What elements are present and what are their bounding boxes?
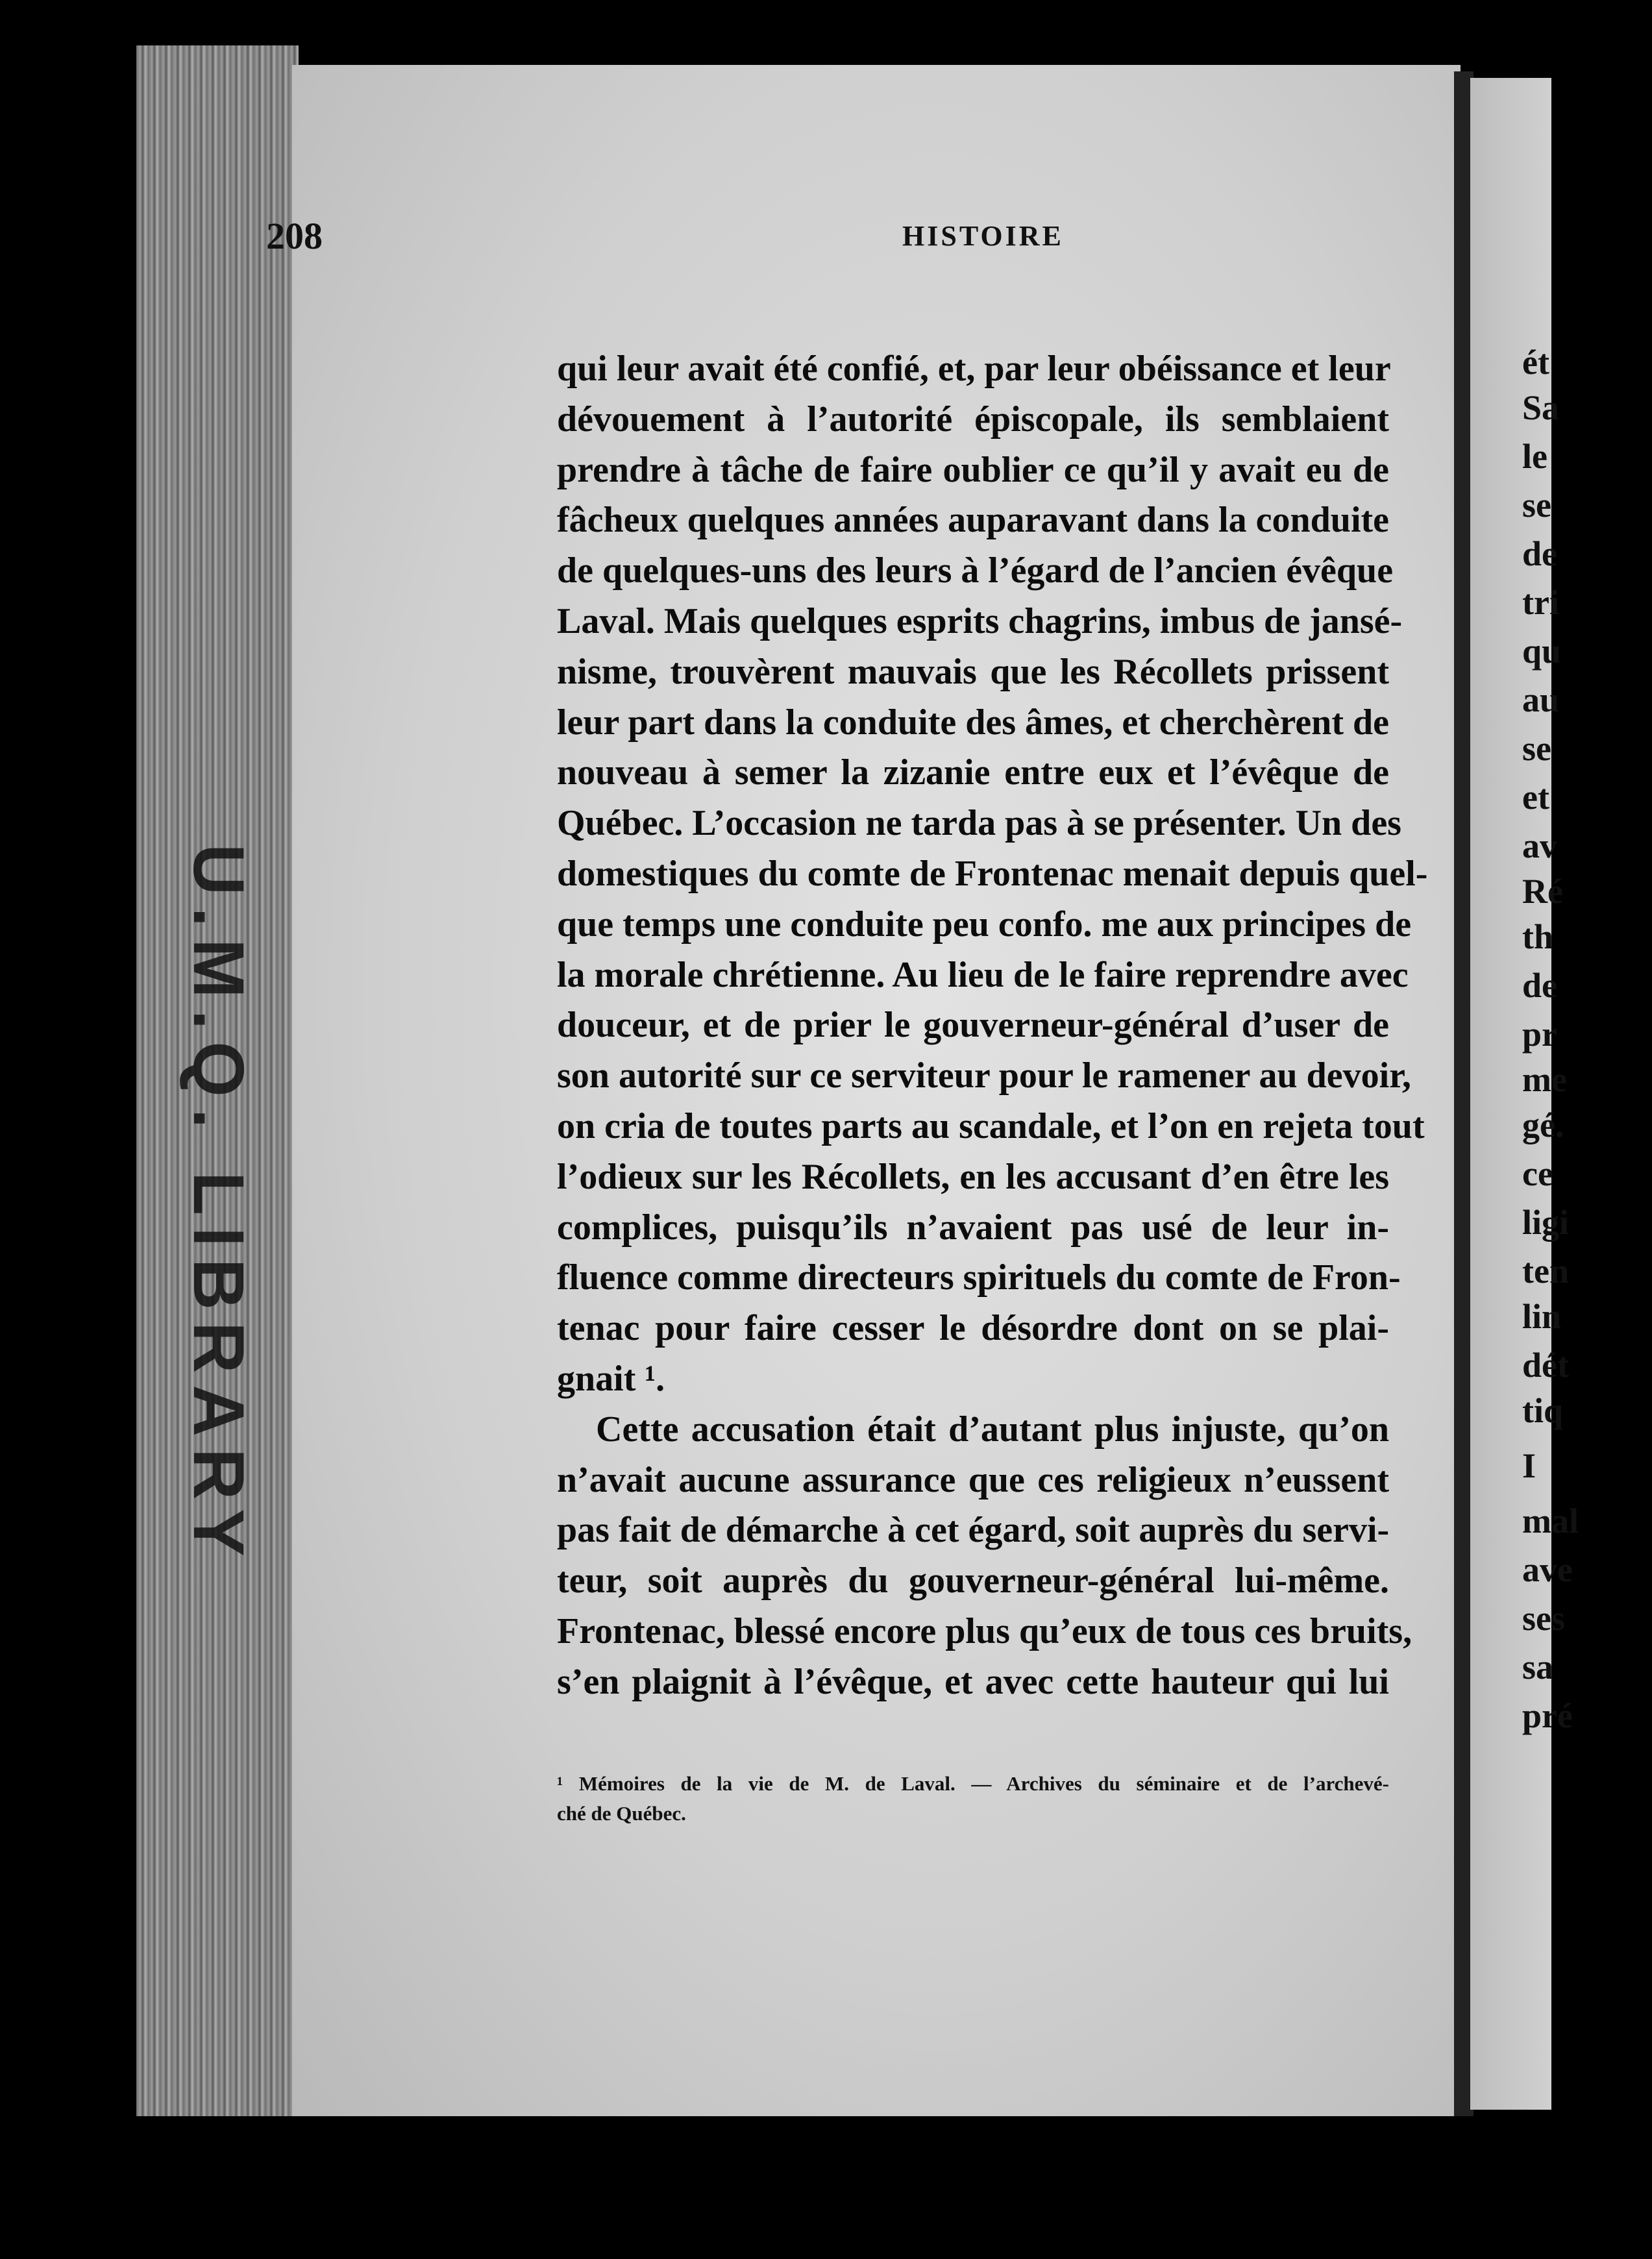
text-line: qui leur avait été confié, et, par leur obéissance et leur bbox=[557, 349, 1391, 389]
facing-page-line: ce bbox=[1522, 1154, 1553, 1193]
body-text bbox=[557, 344, 1428, 1708]
text-line: s’en plaignit à l’évêque, et avec cette hauteur qui lui bbox=[557, 1661, 1389, 1702]
facing-page-line: et bbox=[1522, 778, 1549, 817]
facing-page-line: qu bbox=[1522, 632, 1562, 671]
facing-page-line: Sa bbox=[1522, 388, 1560, 427]
facing-page-line: au bbox=[1522, 680, 1560, 719]
text-line: gnait ¹. bbox=[557, 1358, 665, 1399]
text-line: fâcheux quelques années auparavant dans la conduite bbox=[557, 500, 1390, 541]
footnote bbox=[557, 1769, 1389, 1829]
text-line: pas fait de démarche à cet égard, soit auprès du servi- bbox=[557, 1510, 1390, 1551]
facing-page-line: ave bbox=[1522, 1550, 1573, 1589]
text-line: n’avait aucune assurance que ces religieux n’eussent bbox=[557, 1459, 1389, 1500]
text-line: Cette accusation était d’autant plus injuste, qu’on bbox=[596, 1409, 1389, 1450]
facing-page-line: ten bbox=[1522, 1252, 1569, 1290]
text-line: douceur, et de prier le gouverneur-général d’user de bbox=[557, 1005, 1389, 1046]
text-line: Québec. L’occasion ne tarda pas à se présenter. Un des bbox=[557, 803, 1401, 844]
text-line: que temps une conduite peu confo. me aux principes de bbox=[557, 904, 1412, 944]
text-line: son autorité sur ce serviteur pour le ramener au devoir, bbox=[557, 1055, 1411, 1096]
footnote-line: ¹ Mémoires de la vie de M. de Laval. — Archives du séminaire et de l’archevé- bbox=[557, 1772, 1389, 1795]
facing-page-line: lin bbox=[1522, 1297, 1562, 1336]
facing-page-line: gé. bbox=[1522, 1105, 1564, 1144]
running-head: HISTOIRE bbox=[902, 220, 1064, 252]
facing-page-line: ses bbox=[1522, 1599, 1565, 1638]
page-number: 208 bbox=[266, 215, 323, 257]
facing-page-line: pr bbox=[1522, 1015, 1557, 1054]
text-line: la morale chrétienne. Au lieu de le faire reprendre avec bbox=[557, 954, 1409, 995]
text-line: prendre à tâche de faire oublier ce qu’il y avait eu de bbox=[557, 449, 1389, 490]
facing-page-line: de bbox=[1522, 534, 1557, 573]
text-line: Laval. Mais quelques esprits chagrins, imbus de jansé- bbox=[557, 600, 1403, 641]
facing-page-line: ét bbox=[1522, 343, 1549, 382]
text-line: nouveau à semer la zizanie entre eux et l’évêque de bbox=[557, 752, 1389, 793]
text-line: Frontenac, blessé encore plus qu’eux de tous ces bruits, bbox=[557, 1611, 1412, 1651]
facing-page-line: le bbox=[1522, 437, 1547, 476]
facing-page-line: I bbox=[1522, 1446, 1536, 1485]
text-line: tenac pour faire cesser le désordre dont on se plai- bbox=[557, 1308, 1389, 1349]
facing-page bbox=[1470, 78, 1579, 2110]
facing-page-line: se bbox=[1522, 729, 1551, 768]
footnote-line: ché de Québec. bbox=[557, 1802, 686, 1825]
facing-page-line: av bbox=[1522, 826, 1557, 865]
paragraph-2 bbox=[557, 1405, 1412, 1708]
facing-page-line: se bbox=[1522, 486, 1551, 525]
paragraph-1 bbox=[557, 344, 1428, 1405]
text-line: teur, soit auprès du gouverneur-général lui-même. bbox=[557, 1561, 1389, 1601]
text-line: dévouement à l’autorité épiscopale, ils semblaient bbox=[557, 399, 1389, 439]
facing-page-line: ligi bbox=[1522, 1203, 1570, 1242]
text-line: domestiques du comte de Frontenac menait depuis quel- bbox=[557, 853, 1428, 894]
facing-page-line: th bbox=[1522, 917, 1554, 956]
text-line: fluence comme directeurs spirituels du comte de Fron- bbox=[557, 1257, 1401, 1298]
library-stamp-text: U.M.Q. LIBRARY bbox=[179, 844, 258, 1568]
text-line: on cria de toutes parts au scandale, et l’on en rejeta tout bbox=[557, 1105, 1425, 1146]
text-line: nisme, trouvèrent mauvais que les Récollets prissent bbox=[557, 651, 1389, 692]
facing-page-line: dét bbox=[1522, 1346, 1569, 1385]
facing-page-line: Ré bbox=[1522, 872, 1563, 911]
facing-page-line: tiq bbox=[1522, 1391, 1564, 1430]
facing-page-line: pré bbox=[1522, 1696, 1573, 1735]
facing-page-line: tri bbox=[1522, 583, 1559, 622]
text-line: leur part dans la conduite des âmes, et cherchèrent de bbox=[557, 702, 1389, 743]
library-stamp bbox=[162, 844, 266, 1568]
facing-page-line: mal bbox=[1522, 1501, 1579, 1540]
facing-page-line: de bbox=[1522, 966, 1557, 1005]
facing-page-line: sa bbox=[1522, 1648, 1554, 1686]
text-line: de quelques-uns des leurs à l’égard de l’ancien évêque bbox=[557, 550, 1394, 591]
facing-page-line: me bbox=[1522, 1060, 1567, 1099]
text-line: complices, puisqu’ils n’avaient pas usé de leur in- bbox=[557, 1207, 1389, 1248]
text-line: l’odieux sur les Récollets, en les accusant d’en être les bbox=[557, 1156, 1389, 1197]
